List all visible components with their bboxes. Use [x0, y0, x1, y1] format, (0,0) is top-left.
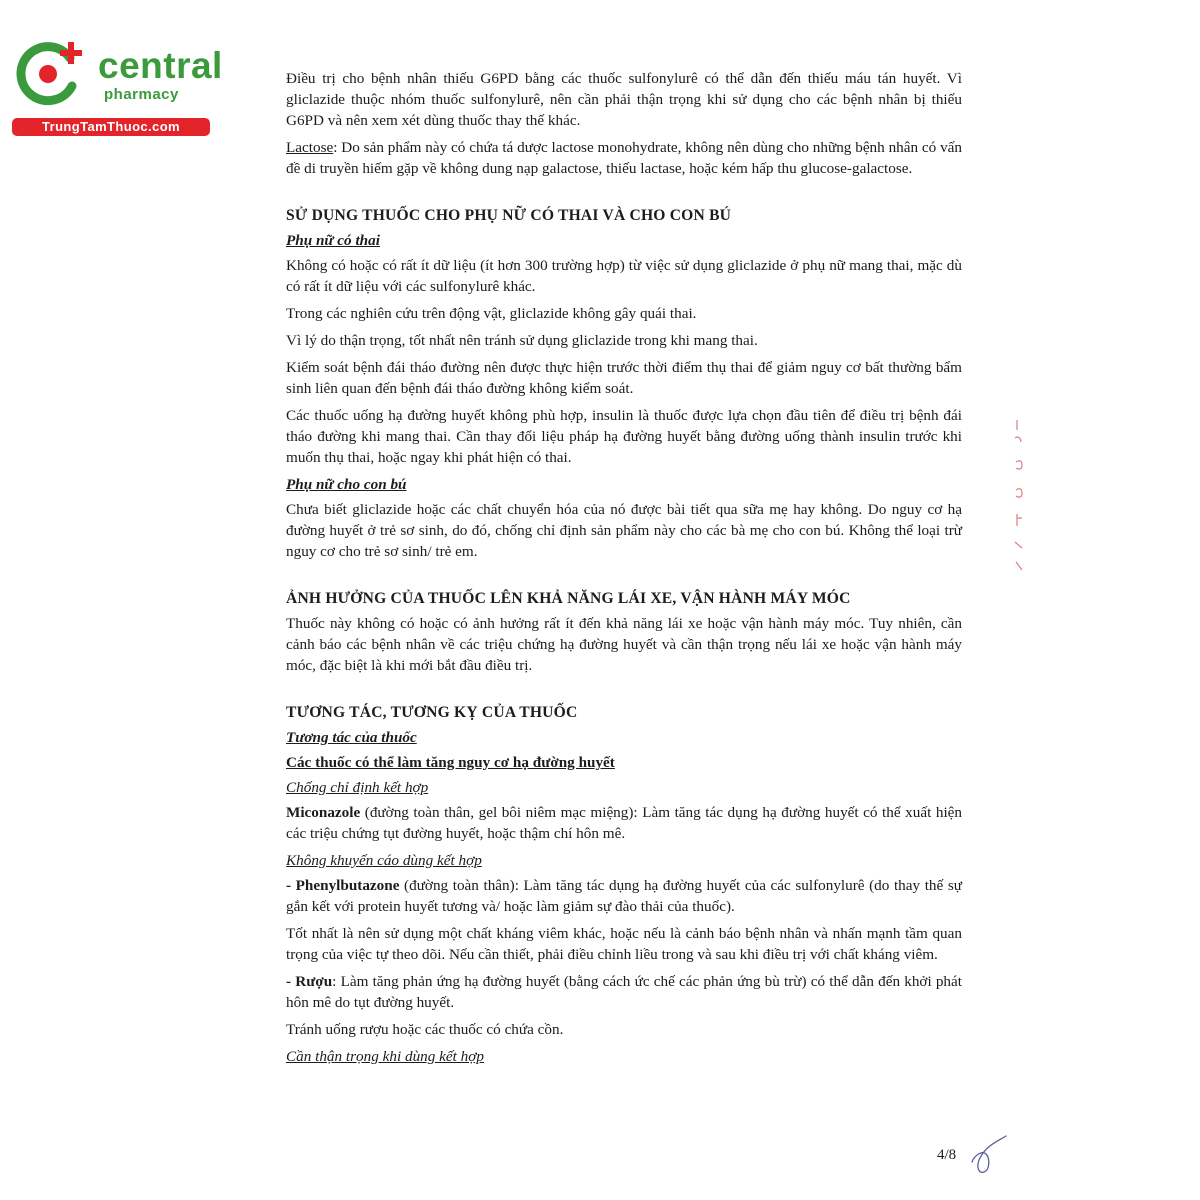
page-number: 4/8 — [937, 1147, 957, 1163]
pregnancy-p1: Không có hoặc có rất ít dữ liệu (ít hơn 300 trường hợp) từ việc sử dụng gliclazide ở phụ nữ mang thai, mặc dù có rất ít dữ liệu với các sulfonylurê khác. — [286, 257, 962, 295]
logo-sub: pharmacy — [104, 86, 179, 103]
document-body — [286, 68, 962, 1071]
phenylbutazone-paragraph-2: Tốt nhất là nên sử dụng một chất kháng viêm khác, hoặc nếu là cảnh báo bệnh nhân và nhấn mạnh tầm quan trọng của việc tự theo dõi. Nếu cần thiết, phải điều chỉnh liều trong và sau khi điều trị với chất kháng viêm. — [286, 925, 962, 963]
logo-url-banner[interactable]: TrungTamThuoc.com — [12, 118, 210, 136]
contraindicated-subheading: Chống chỉ định kết hợp — [286, 779, 429, 796]
driving-p1: Thuốc này không có hoặc có ảnh hưởng rất ít đến khả năng lái xe hoặc vận hành máy móc. Tuy nhiên, cần cảnh báo các bệnh nhân về các triệu chứng hạ đường huyết và cần thận trọng nếu lái xe hoặc vận hành máy móc, đặc biệt là khi mới bắt đầu điều trị. — [286, 615, 962, 674]
phenylbutazone-text: (đường toàn thân): Làm tăng tác dụng hạ đường huyết của các sulfonylurê (do thay thế sự gắn kết với protein huyết tương và/ hoặc làm giảm sự đào thải của thuốc). — [286, 877, 962, 915]
pregnancy-p2: Trong các nghiên cứu trên động vật, gliclazide không gây quái thai. — [286, 305, 697, 322]
pregnancy-p4: Kiểm soát bệnh đái tháo đường nên được thực hiện trước thời điểm thụ thai để giảm nguy cơ bất thường bẩm sinh liên quan đến bệnh đái tháo đường không kiểm soát. — [286, 359, 962, 397]
alcohol-label: - Rượu — [286, 973, 333, 990]
pregnant-subheading: Phụ nữ có thai — [286, 232, 380, 249]
miconazole-text: (đường toàn thân, gel bôi niêm mạc miệng): Làm tăng tác dụng hạ đường huyết có thể xuất hiện các triệu chứng tụt đường huyết, hoặc thậm chí hôn mê. — [286, 804, 962, 842]
interactions-subheading: Tương tác của thuốc — [286, 729, 417, 746]
stamp-marks — [1012, 418, 1026, 578]
breastfeeding-subheading: Phụ nữ cho con bú — [286, 476, 407, 493]
interactions-heading: TƯƠNG TÁC, TƯƠNG KỴ CỦA THUỐC — [286, 704, 578, 721]
driving-section — [286, 588, 962, 676]
caution-subheading: Cần thận trọng khi dùng kết hợp — [286, 1048, 484, 1065]
hypoglycemia-risk-subheading: Các thuốc có thể làm tăng nguy cơ hạ đường huyết — [286, 754, 615, 771]
phenylbutazone-label: - Phenylbutazone — [286, 877, 400, 894]
driving-heading: ẢNH HƯỞNG CỦA THUỐC LÊN KHẢ NĂNG LÁI XE, VẬN HÀNH MÁY MÓC — [286, 590, 851, 607]
pregnancy-p5: Các thuốc uống hạ đường huyết không phù hợp, insulin là thuốc được lựa chọn đầu tiên để điều trị bệnh đái tháo đường khi mang thai. Cần thay đổi liệu pháp hạ đường huyết bằng đường uống thành insulin trước khi muốn thụ thai, hoặc ngay khi phát hiện có thai. — [286, 407, 962, 466]
lactose-paragraph — [286, 137, 962, 179]
signature-mark — [966, 1132, 1012, 1178]
intro-paragraph: Điều trị cho bệnh nhân thiếu G6PD bằng các thuốc sulfonylurê có thể dẫn đến thiếu máu tán huyết. Vì gliclazide thuộc nhóm thuốc sulfonylurê, nên cần phải thận trọng khi sử dụng cho các bệnh nhân bị thiếu G6PD và nên xem xét dùng thuốc thay thế khác. — [286, 70, 962, 129]
central-pharmacy-logo — [12, 38, 223, 138]
miconazole-paragraph — [286, 802, 962, 844]
not-recommended-subheading: Không khuyến cáo dùng kết hợp — [286, 852, 482, 869]
interactions-section — [286, 702, 962, 1067]
logo-name: central — [98, 45, 223, 86]
pregnancy-heading: SỬ DỤNG THUỐC CHO PHỤ NỮ CÓ THAI VÀ CHO CON BÚ — [286, 207, 732, 224]
alcohol-text: : Làm tăng phản ứng hạ đường huyết (bằng cách ức chế các phản ứng bù trừ) có thể dẫn đến khởi phát hôn mê do tụt đường huyết. — [286, 973, 962, 1011]
logo-c-plus-icon — [12, 38, 90, 108]
breastfeeding-p1: Chưa biết gliclazide hoặc các chất chuyển hóa của nó được bài tiết qua sữa mẹ hay không. Do nguy cơ hạ đường huyết ở trẻ sơ sinh, do đó, chống chỉ định sản phẩm này cho các bà mẹ cho con bú. Không thể loại trừ nguy cơ cho trẻ sơ sinh/ trẻ em. — [286, 501, 962, 560]
alcohol-paragraph-2: Tránh uống rượu hoặc các thuốc có chứa cồn. — [286, 1021, 564, 1038]
phenylbutazone-paragraph — [286, 875, 962, 917]
miconazole-label: Miconazole — [286, 804, 361, 821]
pregnancy-section — [286, 205, 962, 562]
lactose-label: Lactose — [286, 139, 334, 156]
alcohol-paragraph — [286, 971, 962, 1013]
pregnancy-p3: Vì lý do thận trọng, tốt nhất nên tránh sử dụng gliclazide trong khi mang thai. — [286, 332, 758, 349]
lactose-text: : Do sản phẩm này có chứa tá dược lactose monohydrate, không nên dùng cho những bệnh nhân có vấn đề di truyền hiếm gặp về không dung nạp galactose, thiếu lactase, hoặc kém hấp thu glucose-galactose. — [286, 139, 962, 177]
